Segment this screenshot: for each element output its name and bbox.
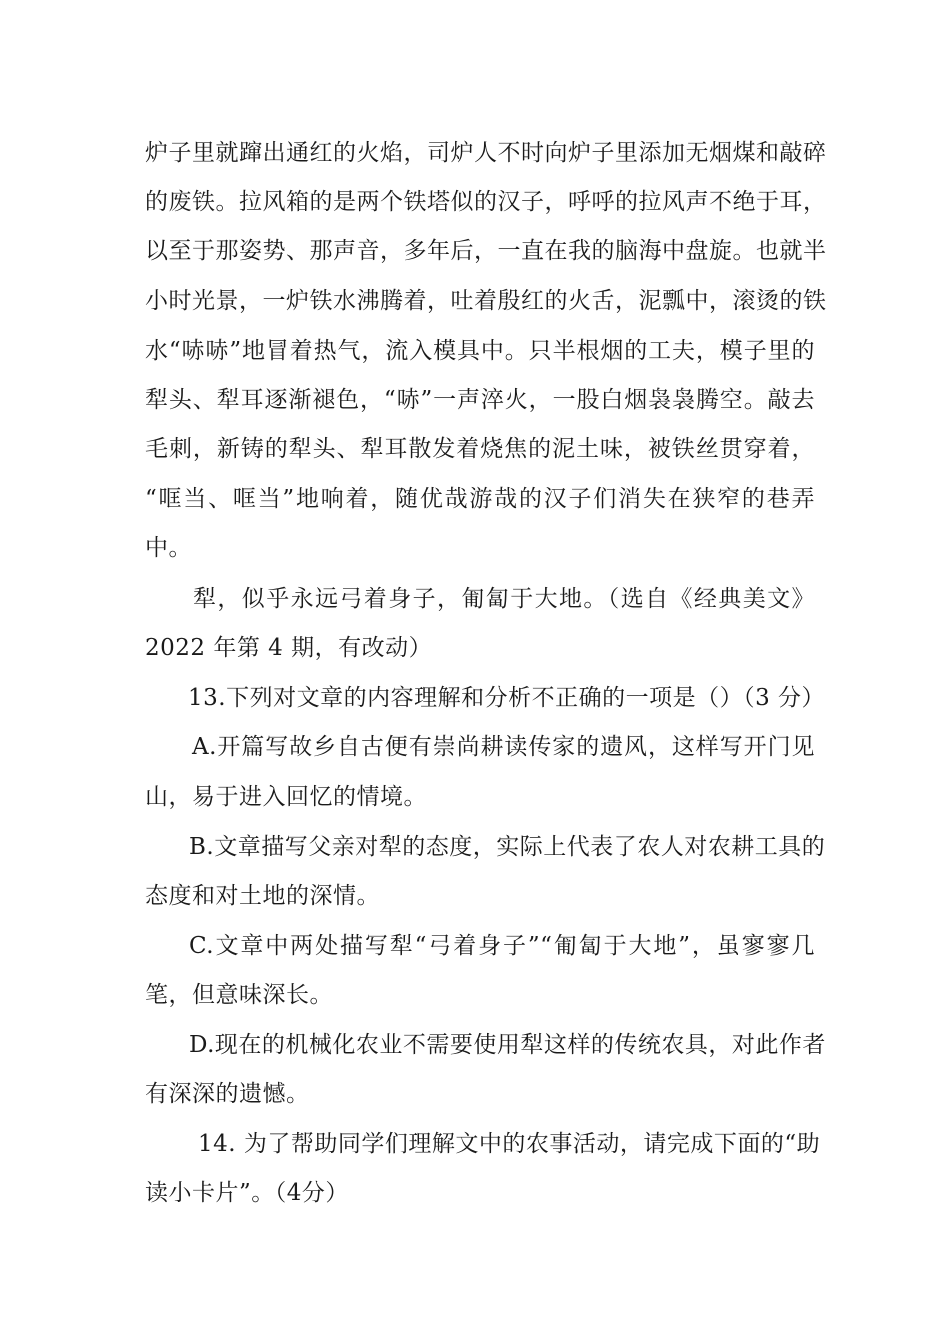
text-line: 水“哧哧”地冒着热气，流入模具中。只半根烟的工夫，模子里的 bbox=[145, 338, 815, 364]
option-b: B.文章描写父亲对犁的态度，实际上代表了农人对农耕工具的 bbox=[189, 834, 826, 860]
text-line: 犁头、犁耳逐渐褪色，“哧”一声淬火，一股白烟袅袅腾空。敲去 bbox=[145, 387, 815, 413]
option-c-continued: 笔，但意味深长。 bbox=[145, 982, 333, 1008]
text-line: 犁，似乎永远弓着身子，匍匐于大地。（选自《经典美文》 bbox=[193, 586, 815, 612]
question-14-stem: 14. 为了帮助同学们理解文中的农事活动，请完成下面的“助 bbox=[198, 1131, 821, 1157]
option-b-continued: 态度和对土地的深情。 bbox=[145, 883, 380, 909]
text-line: “哐当、哐当”地响着，随优哉游哉的汉子们消失在狭窄的巷弄 bbox=[145, 486, 815, 512]
text-line: 小时光景，一炉铁水沸腾着，吐着殷红的火舌，泥瓢中，滚烫的铁 bbox=[145, 288, 827, 314]
text-line: 炉子里就蹿出通红的火焰，司炉人不时向炉子里添加无烟煤和敲碎 bbox=[145, 140, 827, 166]
question-13-stem: 13.下列对文章的内容理解和分析不正确的一项是（）（3 分） bbox=[188, 685, 826, 711]
option-a-continued: 山，易于进入回忆的情境。 bbox=[145, 784, 427, 810]
question-14-continued: 读小卡片”。（4分） bbox=[145, 1180, 349, 1206]
text-line: 2022 年第 4 期，有改动） bbox=[145, 635, 433, 661]
text-line: 毛刺，新铸的犁头、犁耳散发着烧焦的泥土味，被铁丝贯穿着， bbox=[145, 436, 815, 462]
option-a: A.开篇写故乡自古便有崇尚耕读传家的遗风，这样写开门见 bbox=[192, 734, 815, 760]
option-d: D.现在的机械化农业不需要使用犁这样的传统农具，对此作者 bbox=[189, 1032, 826, 1058]
text-line: 的废铁。拉风箱的是两个铁塔似的汉子，呼呼的拉风声不绝于耳， bbox=[145, 189, 827, 215]
option-d-continued: 有深深的遗憾。 bbox=[145, 1081, 310, 1107]
option-c: C.文章中两处描写犁“弓着身子”“匍匐于大地”，虽寥寥几 bbox=[189, 933, 815, 959]
text-line: 以至于那姿势、那声音，多年后，一直在我的脑海中盘旋。也就半 bbox=[145, 238, 827, 264]
text-line: 中。 bbox=[145, 535, 192, 561]
